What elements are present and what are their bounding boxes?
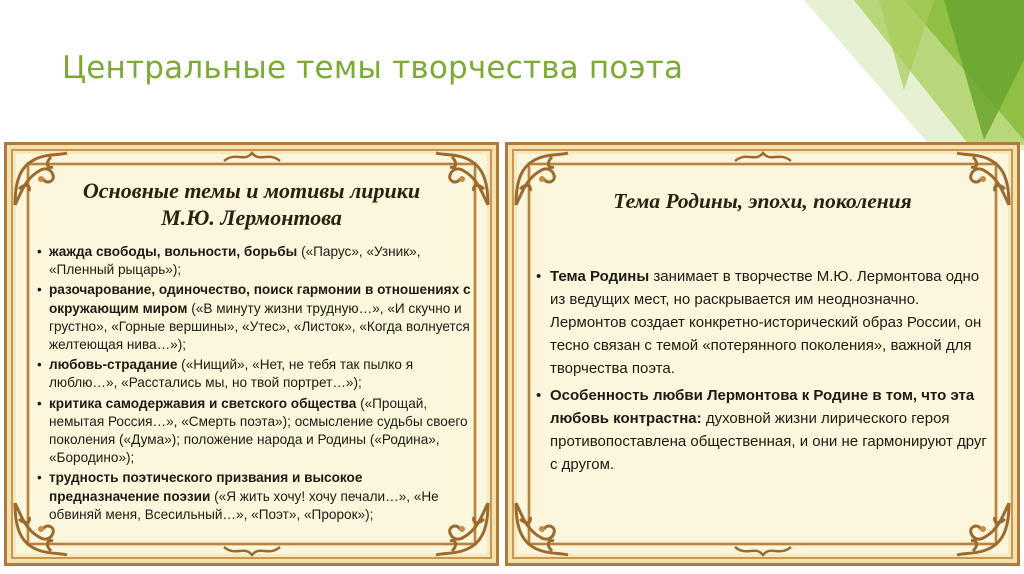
ornament-corner — [953, 499, 1013, 559]
right-panel-title: Тема Родины, эпохи, поколения — [613, 189, 912, 213]
themes-list — [37, 243, 474, 526]
item-text: («Парус», «Узник», «Пленный рыцарь»); — [49, 244, 421, 278]
list-item — [37, 395, 474, 468]
item-text: («В минуту жизни трудную…», «И скучно и грустно», «Горные вершины», «Утес», «Листок», «Когда волнуется желтеющая нива…»); — [49, 300, 470, 353]
list-item — [37, 469, 474, 524]
list-item — [37, 356, 474, 392]
item-text: духовной жизни лирического героя противопоставлена общественная, и они не гармонируют друг с другом. — [550, 410, 987, 473]
item-bold: любовь-страдание — [49, 357, 178, 373]
item-text: («Я жить хочу! хочу печали…», «Не обвиняй меня, Всесильный…», «Поэт», «Пророк»); — [49, 488, 439, 522]
list-item — [37, 243, 474, 279]
item-bold: жажда свободы, вольности, борьбы — [49, 244, 298, 259]
left-title-line: М.Ю. Лермонтова — [161, 205, 342, 230]
item-text: («Нищий», «Нет, не тебя так пылко я люблю…», «Расстались мы, но твой портрет…»); — [49, 357, 414, 391]
homeland-list — [536, 265, 987, 480]
list-item — [536, 384, 987, 476]
list-item — [37, 281, 474, 354]
item-bold: Особенность любви Лермонтова к Родине в том, что эта любовь контрастна: — [550, 387, 975, 427]
item-bold: разочарование, одиночество, поиск гармонии в отношениях с окружающим миром — [49, 282, 471, 316]
item-text: занимает в творчестве М.Ю. Лермонтова одно из ведущих мест, но раскрывается им неоднозначно. Лермонтов создает конкретно-исторический образ России, он тесно связан с темой «потерянного поколения», важной для творчества поэта. — [550, 268, 982, 377]
item-bold: трудность поэтического призвания и высокое предназначение поэзии — [49, 470, 363, 504]
left-panel — [4, 142, 499, 566]
ornament-crest — [733, 543, 793, 559]
corner-decoration — [784, 0, 1024, 150]
item-bold: Тема Родины — [550, 268, 650, 285]
ornament-crest — [222, 543, 282, 559]
item-bold: критика самодержавия и светского общества — [49, 395, 357, 411]
slide-title: Центральные темы творчества поэта — [62, 50, 684, 86]
right-panel — [505, 142, 1020, 566]
list-item — [536, 265, 987, 380]
left-title-line: Основные темы и мотивы лирики — [82, 178, 421, 203]
ornament-crest — [222, 149, 282, 165]
item-text: («Прощай, немытая Россия…», «Смерть поэта»); осмысление судьбы своего поколения («Дума»); положение народа и Родины («Родина», «Бородино»); — [49, 395, 468, 466]
ornament-corner — [512, 499, 572, 559]
left-panel-title — [7, 177, 496, 231]
ornament-crest — [733, 149, 793, 165]
